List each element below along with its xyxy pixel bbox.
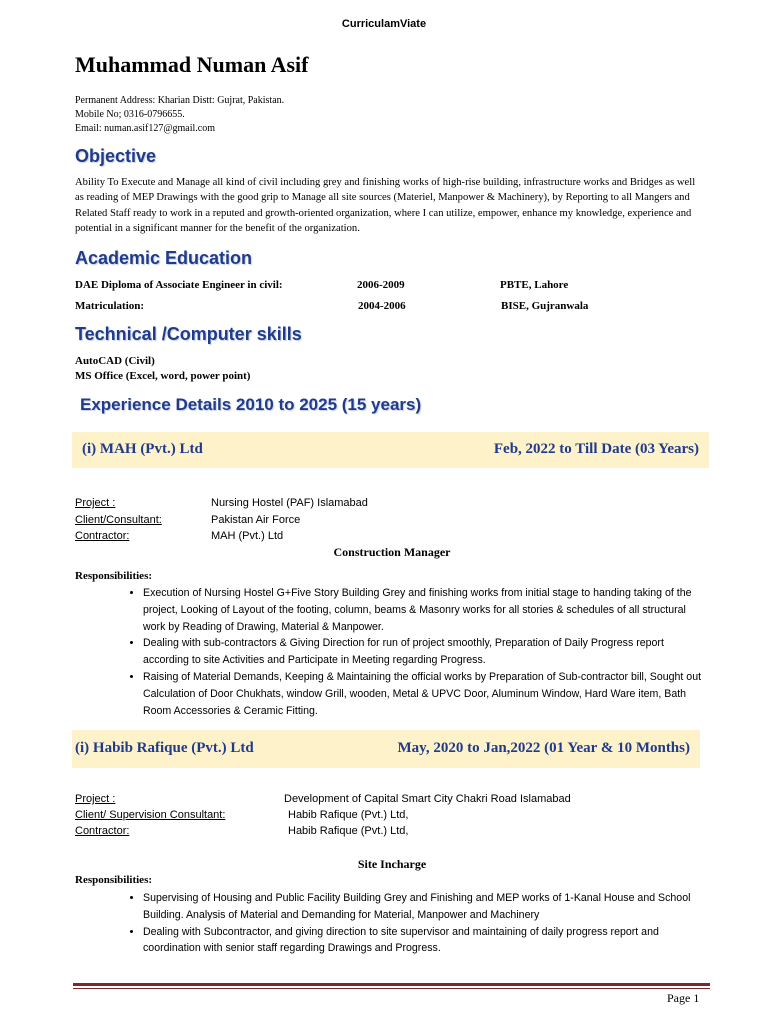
board: PBTE, Lahore bbox=[500, 279, 569, 291]
company-name: (i) MAH (Pvt.) Ltd bbox=[82, 441, 203, 457]
contractor-value: Habib Rafique (Pvt.) Ltd, bbox=[288, 825, 409, 837]
years: 2006-2009 bbox=[357, 279, 405, 291]
education-row bbox=[75, 279, 705, 299]
objective-heading: Objective bbox=[75, 146, 157, 166]
footer-rule-thin bbox=[73, 988, 710, 989]
mobile: Mobile No; 0316-0796655. bbox=[75, 109, 185, 120]
client-label: Client/ Supervision Consultant: bbox=[75, 809, 226, 821]
qualification: Matriculation: bbox=[75, 300, 145, 312]
list-item: • Supervising of Housing and Public Facility Building Grey and Finishing and MEP works of 1-Kanal House and School Building. Analysis of Material and Demanding for Material, Manpower and Machinery bbox=[143, 890, 708, 924]
project-meta bbox=[0, 791, 768, 841]
objective-text: Ability To Execute and Manage all kind of civil including grey and finishing works of high-rise building, infrastructure works and Bridges as well as reading of MEP Drawings with the good grip to Manage all site sources (Materiel, Manpower & Machinery), by Reporting to all Mangers and Related Staff ready to work in a reputed and growth-oriented organization, where I can utilize, empower, enhance my knowledge, experience and potential in a significant manner for the benefit of the organization. bbox=[75, 177, 696, 234]
candidate-name: Muhammad Numan Asif bbox=[75, 52, 309, 77]
employment-dates: Feb, 2022 to Till Date (03 Years) bbox=[493, 441, 699, 457]
experience-heading: Experience Details 2010 to 2025 (15 years) bbox=[80, 395, 422, 414]
document-header: CurriculamViate bbox=[341, 18, 427, 30]
project-value: Development of Capital Smart City Chakri Road Islamabad bbox=[284, 793, 571, 805]
project-label: Project : bbox=[75, 793, 116, 805]
skills-list bbox=[75, 354, 250, 384]
contractor-value: MAH (Pvt.) Ltd bbox=[211, 530, 284, 542]
job-role: Site Incharge bbox=[357, 857, 427, 871]
responsibilities-label: Responsibilities: bbox=[75, 570, 153, 582]
list-item: • Dealing with sub-contractors & Giving Direction for run of project smoothly, Preparation of Daily Progress report according to site Activities and Participate in Meeting regarding Progress. bbox=[143, 635, 708, 669]
project-value: Nursing Hostel (PAF) Islamabad bbox=[211, 497, 368, 509]
client-value: Pakistan Air Force bbox=[211, 513, 301, 526]
page-number: Page 1 bbox=[667, 991, 700, 1005]
responsibilities-label: Responsibilities: bbox=[75, 874, 153, 886]
contact-block bbox=[75, 94, 284, 136]
job-header-band bbox=[72, 432, 709, 468]
years: 2004-2006 bbox=[358, 300, 406, 312]
contractor-label: Contractor: bbox=[75, 530, 130, 542]
board: BISE, Gujranwala bbox=[501, 300, 589, 312]
company-name: (i) Habib Rafique (Pvt.) Ltd bbox=[75, 740, 254, 756]
list-item: • Raising of Material Demands, Keeping & Maintaining the official works by Preparation of Sub-contractor bill, Sought out Calculation of Door Chukhats, window Grill, wooden, Metal & UPVC Door, Aluminum Window, Hard Ware item, Bath Room Accessories & Ceramic Fitting. bbox=[143, 669, 708, 719]
responsibilities-list bbox=[100, 890, 708, 957]
email[interactable]: Email: numan.asif127@gmail.com bbox=[75, 123, 216, 134]
footer-rule bbox=[73, 983, 710, 986]
contractor-label: Contractor: bbox=[75, 825, 130, 837]
client-value: Habib Rafique (Pvt.) Ltd, bbox=[288, 809, 409, 821]
project-meta bbox=[0, 495, 768, 545]
skills-heading: Technical /Computer skills bbox=[75, 324, 302, 344]
education-heading: Academic Education bbox=[75, 248, 253, 268]
employment-dates: May, 2020 to Jan,2022 (01 Year & 10 Months) bbox=[397, 740, 690, 756]
education-row bbox=[75, 300, 705, 320]
skill-item: MS Office (Excel, word, power point) bbox=[75, 370, 251, 382]
address: Permanent Address: Kharian Distt: Gujrat, Pakistan. bbox=[75, 95, 285, 106]
qualification: DAE Diploma of Associate Engineer in civil: bbox=[75, 279, 283, 291]
project-label: Project : bbox=[75, 497, 116, 509]
list-item: • Execution of Nursing Hostel G+Five Story Building Grey and finishing works from initial stage to handing taking of the project, Looking of Layout of the footing, column, beams & Masonry works for all stories & schedules of all structural work by Reading of Drawing, Material & Manpower. bbox=[143, 585, 708, 635]
client-label: Client/Consultant: bbox=[75, 513, 162, 526]
responsibilities-list bbox=[100, 585, 708, 719]
job-header-band bbox=[72, 730, 700, 768]
job-role: Construction Manager bbox=[333, 545, 451, 559]
skill-item: AutoCAD (Civil) bbox=[75, 355, 155, 367]
list-item: • Dealing with Subcontractor, and giving direction to site supervisor and maintaining of daily progress report and coordination with senior staff regarding Drawings and Progress. bbox=[143, 924, 708, 958]
